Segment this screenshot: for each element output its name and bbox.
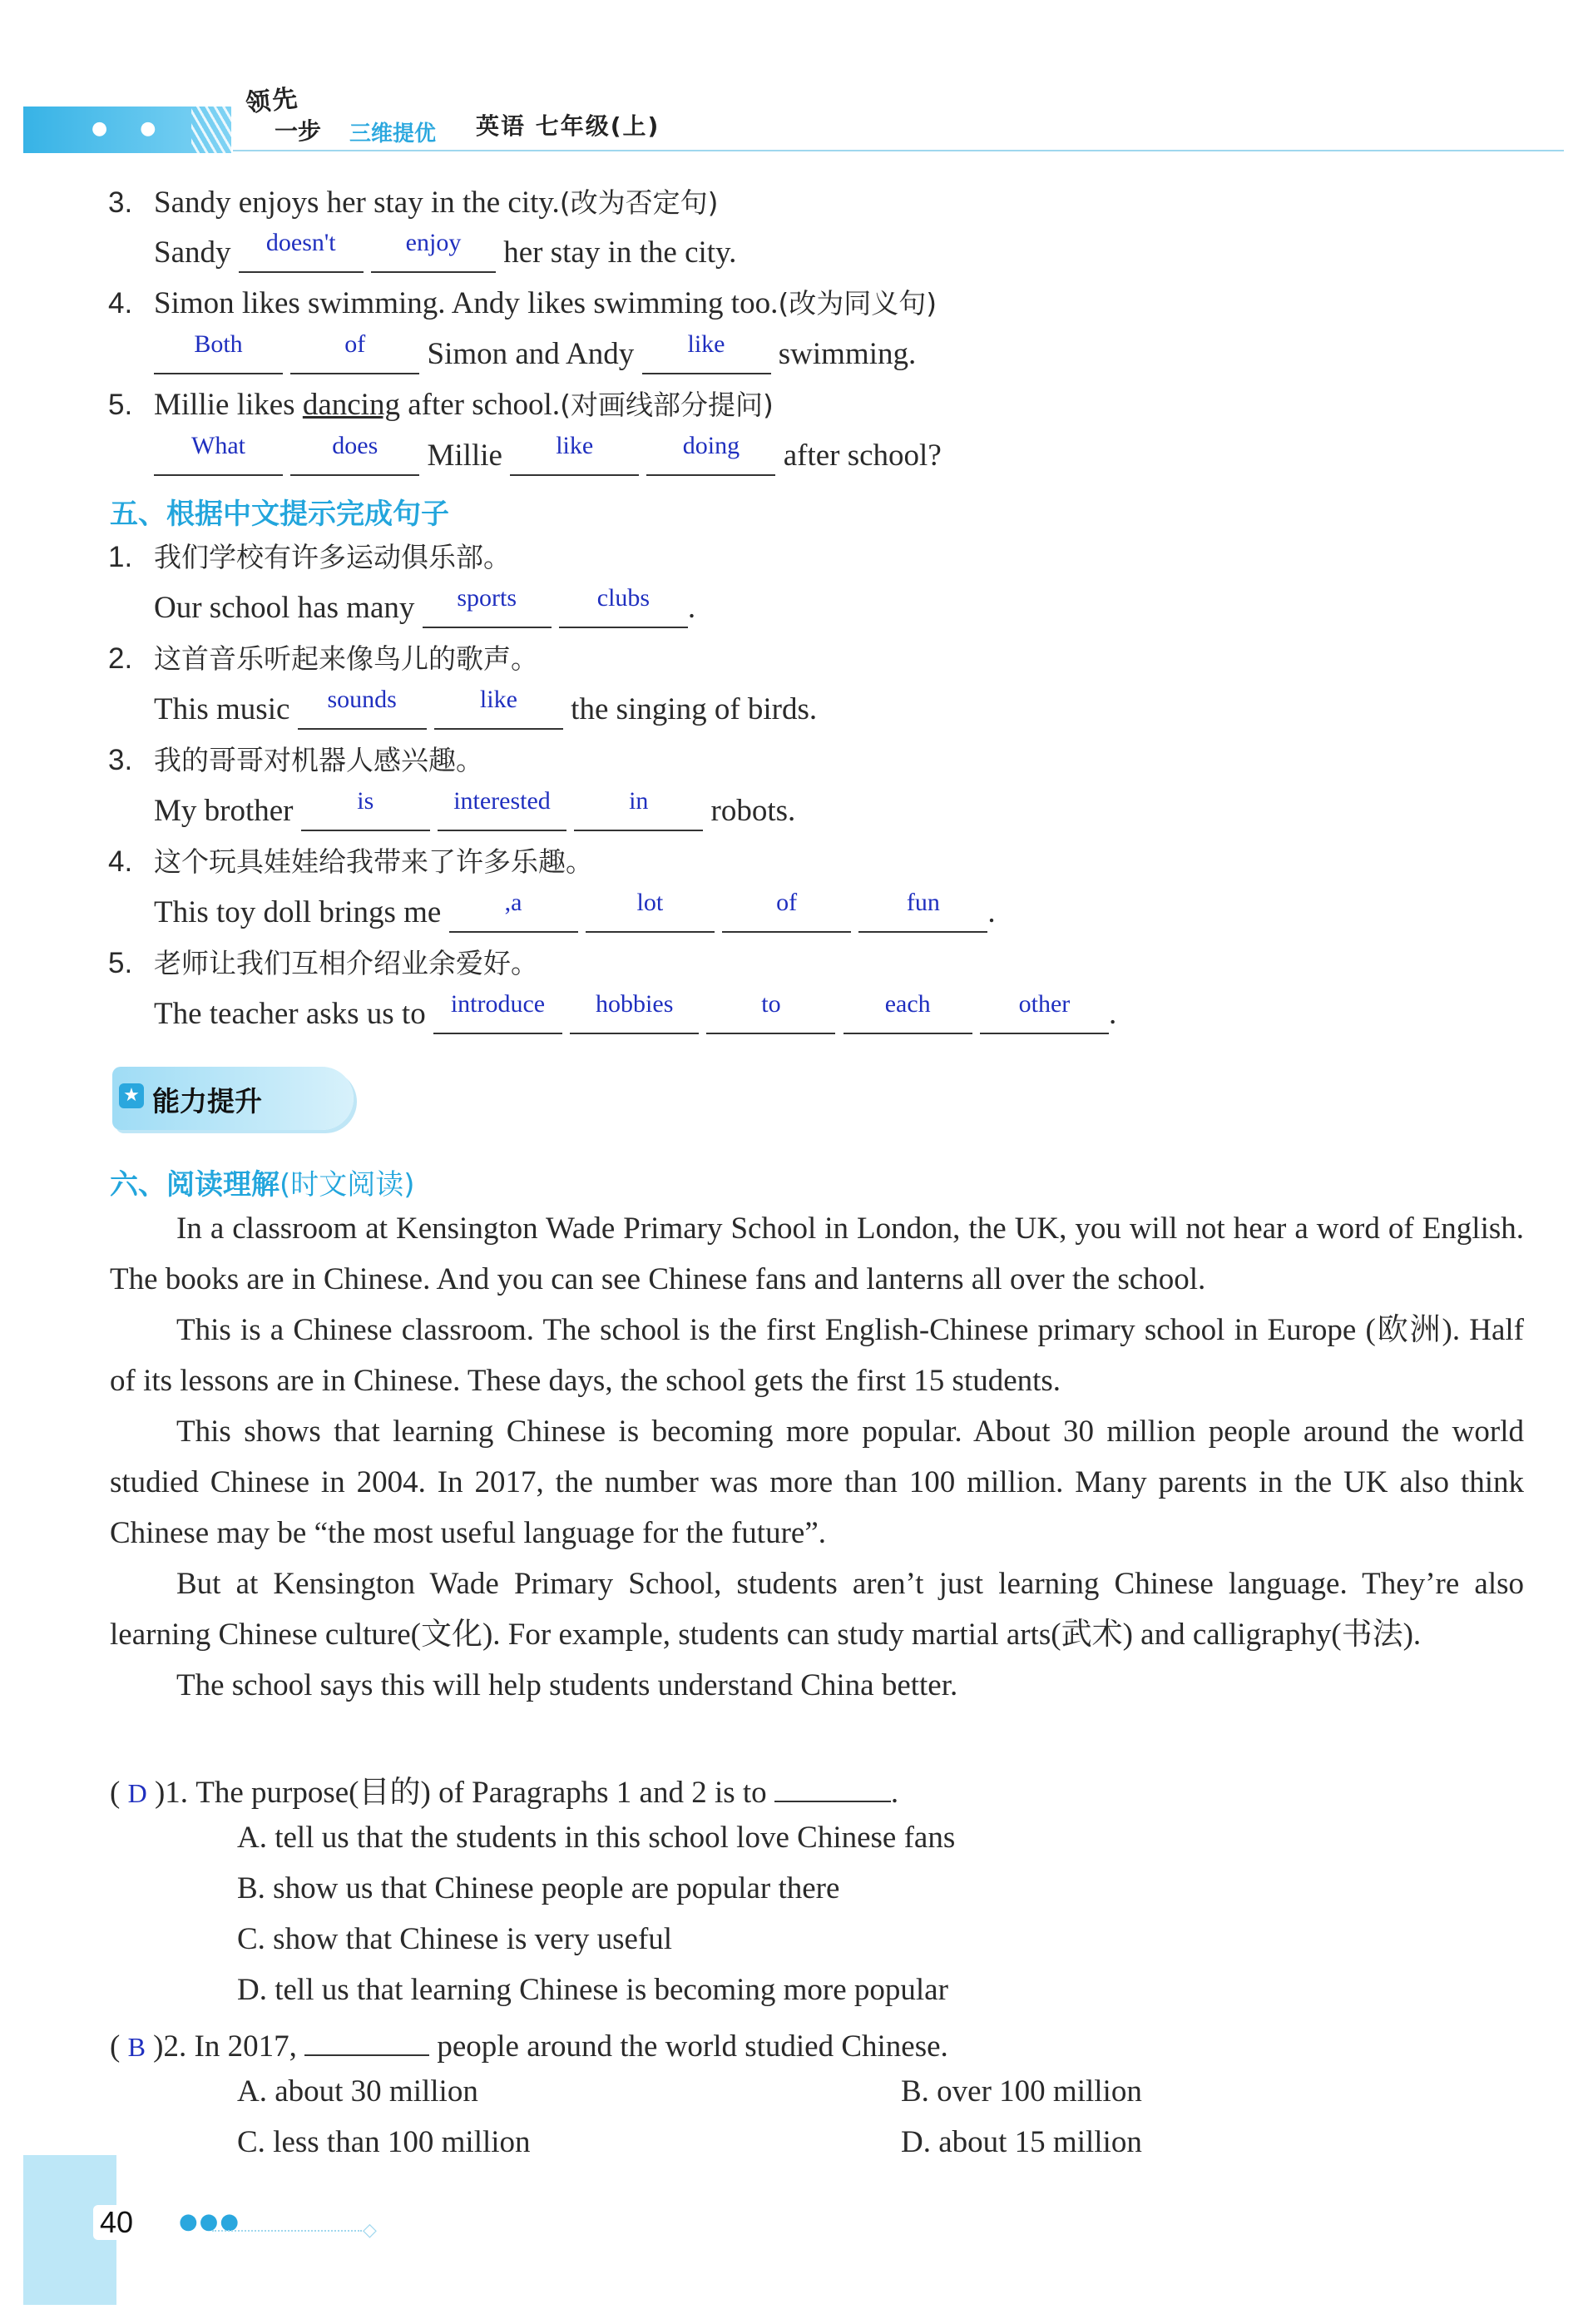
mc-option: D. about 15 million xyxy=(901,2125,1142,2159)
answer-blank: is xyxy=(301,793,430,831)
answer-blank: like xyxy=(642,336,771,374)
mc-option: B. over 100 million xyxy=(901,2074,1142,2108)
footer-rule xyxy=(212,2230,362,2232)
mc-option: A. about 30 million xyxy=(237,2074,478,2108)
diamond-icon: ◇ xyxy=(363,2220,377,2241)
section-title: 五、根据中文提示完成句子 xyxy=(110,498,449,531)
page-number: 40 xyxy=(93,2205,140,2240)
answer-blank: sports xyxy=(423,590,552,628)
answer-blank: in xyxy=(574,793,703,831)
mc-option: D. tell us that learning Chinese is becoming more popular xyxy=(237,1973,948,2007)
answer-blank: clubs xyxy=(559,590,688,628)
chinese-prompt: 这首音乐听起来像鸟儿的歌声。 xyxy=(154,642,538,675)
mc-option: C. less than 100 million xyxy=(237,2125,531,2159)
chinese-prompt: 这个玩具娃娃给我带来了许多乐趣。 xyxy=(154,845,593,878)
answer-blank: sounds xyxy=(298,691,427,730)
passage-paragraph: But at Kensington Wade Primary School, students aren’t just learning Chinese language. They’re also learning Chinese culture(文化). For example, students can study martial arts(武术) and calligraphy(书法). xyxy=(110,1567,1524,1652)
header-dots-icon: ● ● xyxy=(92,118,170,139)
chinese-prompt: 我的哥哥对机器人感兴趣。 xyxy=(154,744,483,776)
passage-paragraph: The school says this will help students understand China better. xyxy=(176,1668,958,1702)
mc-answer: D xyxy=(127,1778,147,1808)
answer-blank: like xyxy=(510,438,639,476)
answer-blank: like xyxy=(434,691,563,730)
mc-option: B. show us that Chinese people are popular there xyxy=(237,1871,840,1905)
answer-blank: does xyxy=(290,438,419,476)
answer-blank: doesn't xyxy=(239,235,364,273)
mc-answer: B xyxy=(127,2032,146,2062)
footer-dots-icon: ●●● xyxy=(179,2209,241,2234)
passage-paragraph: This shows that learning Chinese is becoming more popular. About 30 million people around the world studied Chinese in 2004. In 2017, the number was more than 100 million. Many parents in the UK also think Chinese may be “the most useful language for the future”. xyxy=(110,1415,1524,1550)
reading-passage xyxy=(110,1203,1524,1711)
question-note: (改为否定句) xyxy=(559,186,719,219)
series-title: 三维提优 xyxy=(349,121,437,146)
question-prompt: Sandy enjoys her stay in the city. xyxy=(154,186,560,220)
underlined-word: dancing xyxy=(302,388,400,422)
passage-paragraph: This is a Chinese classroom. The school is the first English-Chinese primary school in Europe (欧洲). Half of its lessons are in Chinese. These days, the school gets the first 15 students. xyxy=(110,1313,1524,1398)
answer-blank: Both xyxy=(154,336,283,374)
subject-grade: 英语 七年级(上) xyxy=(476,112,660,140)
section-title: 六、阅读理解(时文阅读) xyxy=(110,1168,415,1202)
answer-blank: interested xyxy=(438,793,566,831)
brand-logo: 领先 xyxy=(244,83,301,119)
chinese-prompt: 我们学校有许多运动俱乐部。 xyxy=(154,541,511,573)
answer-blank: introduce xyxy=(433,996,562,1034)
answer-blank xyxy=(774,1769,891,1802)
question-note: (改为同义句) xyxy=(778,287,937,320)
question-prompt: Simon likes swimming. Andy likes swimming too. xyxy=(154,286,779,320)
passage-paragraph: In a classroom at Kensington Wade Primary School in London, the UK, you will not hear a word of English. The books are in Chinese. And you can see Chinese fans and lanterns all over the school. xyxy=(110,1212,1524,1296)
brand-logo-sub: 一步 xyxy=(275,117,322,145)
header-rule xyxy=(233,150,1564,151)
answer-blank: to xyxy=(706,996,835,1034)
answer-blank: of xyxy=(290,336,419,374)
mc-option: A. tell us that the students in this school love Chinese fans xyxy=(237,1821,956,1855)
header-stripes xyxy=(191,107,241,153)
answer-blank: What xyxy=(154,438,283,476)
answer-blank: of xyxy=(722,894,851,933)
answer-blank: lot xyxy=(586,894,715,933)
answer-blank: each xyxy=(843,996,972,1034)
workbook-page: ● ● 领先 一步 三维提优 英语 七年级(上) 3. Sandy enjoys her stay in the city.(改为否定句) Sandy $^{doesn't}$ $^{enjoy}$ her stay in the city. 4. Simon likes swimming. Andy likes swimming too.(改为同义句) $^{Both}$ $^{of}$ Simon and Andy $^{like}$ swimming. 5. Millie likes dancing after school.(对画线部分提问) $^{What}$ $^{does}$ Millie $^{like}$ $^{doing}$ after school? 五、根据中文提示完成句子 1. 我们学校有许多运动俱乐部。 Our school has many $^{sports}$ $^{clubs}$ . 2. 这首音乐听起来像鸟儿的歌声。 This music $^{sounds}$ $^{like}$ the singing of birds. 3. 我的哥哥对机器人感兴趣。 My brother $^{is}$ $^{interested}$ $^{in}$ robots. 4. 这个玩具娃娃给我带来了许多乐趣。 This toy doll brings me $^{,a}$ $^{lot}$ $^{of}$ $^{fun}$ . 5. 老师让我们互相介绍业余爱好。 The teacher asks us to $^{introduce}$ $^{hobbies}$ $^{to}$ $^{each}$ $^{other}$ . ★ 能力提升 六、阅读理解(时文阅读) In a classroom at Kensington Wade Primary School in London, the UK, you will not hear a word of English. The books are in Chinese. And you can see Chinese fans and lanterns all over the school. This is a Chinese classroom. The school is the first English-Chinese primary school in Europe (欧洲). Half of its lessons are in Chinese. These days, the school gets the first 15 students. This shows that learning Chinese is becoming more popular. About 30 million people around the world studied Chinese in 2004. In 2017, the number was more than 100 million. Many parents in the UK also think Chinese may be “the most useful language for the future”. But at Kensington Wade Primary School, students aren’t just learning Chinese language. They’re also learning Chinese culture(文化). For example, students can study martial arts(武术) and calligraphy(书法). The school says this will help students understand China better. ( D )1. The purpose(目的) of Paragraphs 1 and 2 is to . A. tell us that the students in this school love Chinese fans B. show us that Chinese people are popular there C. show that Chinese is very useful D. tell us that learning Chinese is becoming more popular ( B )2. In 2017, people around the world studied Chinese. A. about 30 million B. over 100 million C. less than 100 million D. about 15 million 40 ●●● ◇ xyxy=(0,0,1588,2324)
answer-blank: hobbies xyxy=(570,996,699,1034)
answer-blank xyxy=(304,2023,429,2056)
answer-blank: fun xyxy=(858,894,987,933)
answer-blank: enjoy xyxy=(371,235,496,273)
ability-banner-label: 能力提升 xyxy=(152,1085,262,1117)
mc-option: C. show that Chinese is very useful xyxy=(237,1922,673,1956)
star-icon: ★ xyxy=(119,1083,144,1108)
chinese-prompt: 老师让我们互相介绍业余爱好。 xyxy=(154,947,538,979)
answer-blank: doing xyxy=(646,438,775,476)
question-note: (对画线部分提问) xyxy=(560,389,774,421)
answer-blank: other xyxy=(980,996,1109,1034)
answer-blank: ,a xyxy=(449,894,578,933)
